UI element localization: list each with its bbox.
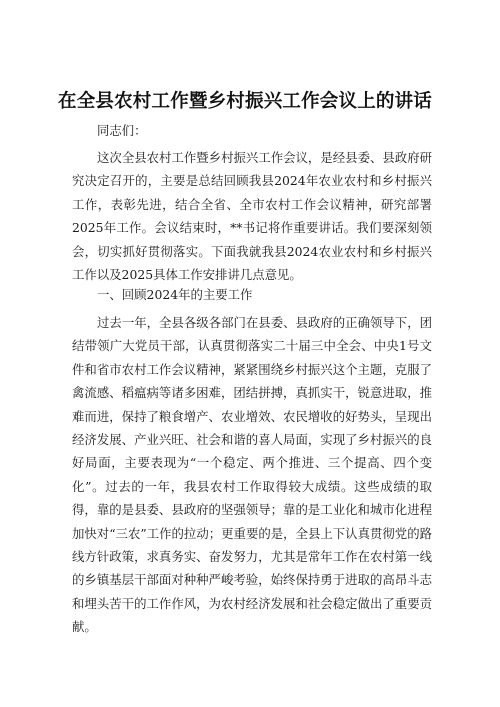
paragraph-review: 过去一年，全县各级各部门在县委、县政府的正确领导下，团结带领广大党员干部，认真贯彻落实二十届三中全会、中央1号文件和省市农村工作会议精神，紧紧围绕乡村振兴这个主题，克服了禽流感、稻瘟病等诸多困难，团结拼搏，真抓实干，锐意进取，推难而进，保持了粮食增产、农业增效、农民增收的好势头，呈现出经济发展、产业兴旺、社会和谐的喜人局面，实现了乡村振兴的良好局面，主要表现为“一个稳定、两个推进、三个提高、四个变化”。过去的一年，我县农村工作取得较大成绩。这些成绩的取得，靠的是县委、县政府的坚强领导；靠的是工业化和城市化进程加快对“三农”工作的拉动；更重要的是，全县上下认真贯彻党的路线方针政策，求真务实、奋发努力，尤其是常年工作在农村第一线的乡镇基层干部面对种种严峻考验，始终保持勇于进取的高昂斗志和埋头苦干的工作作风，为农村经济发展和社会稳定做出了重要贡献。 [72, 315, 432, 635]
paragraph-intro: 这次全县农村工作暨乡村振兴工作会议，是经县委、县政府研究决定召开的，主要是总结回顾我县2024年农业农村和乡村振兴工作，表彰先进，结合全省、全市农村工作会议精神，研究部署2025年工作。会议结束时，**书记将作重要讲话。我们要深刻领会，切实抓好贯彻落实。下面我就我县2024农业农村和乡村振兴工作以及2025具体工作安排讲几点意见。 [72, 150, 432, 283]
document-title: 在全县农村工作暨乡村振兴工作会议上的讲话 [58, 91, 433, 112]
section-heading-review: 一、回顾2024年的主要工作 [97, 287, 253, 302]
salutation: 同志们： [97, 123, 147, 138]
